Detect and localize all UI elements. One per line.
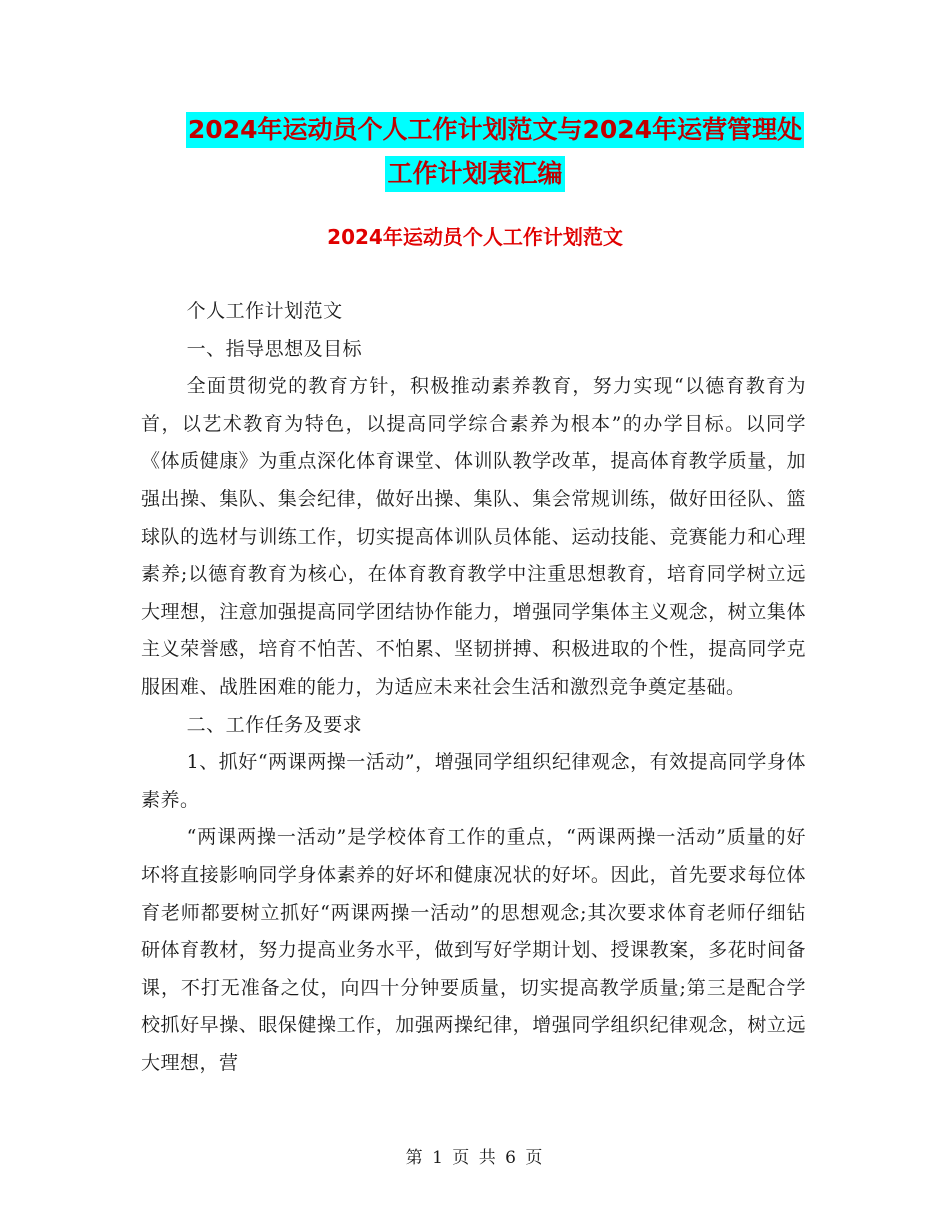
paragraph: 二、工作任务及要求: [186, 713, 363, 736]
section-heading: 2024年运动员个人工作计划范文: [327, 225, 623, 249]
paragraph: 一、指导思想及目标: [186, 337, 363, 360]
paragraph: 个人工作计划范文: [186, 300, 343, 322]
title-line-1: 2024年运动员个人工作计划范文与2024年运营管理处: [186, 112, 804, 148]
title-line-2: 工作计划表汇编: [385, 156, 564, 192]
paragraph: 1、抓好“两课两操一活动”，增强同学组织纪律观念，有效提高同学身体素养。: [141, 751, 806, 811]
document-title: [0, 112, 950, 192]
document-body: [141, 293, 806, 1082]
paragraph: 全面贯彻党的教育方针，积极推动素养教育，努力实现“以德育教育为首，以艺术教育为特色，以提高同学综合素养为根本”的办学目标。以同学《体质健康》为重点深化体育课堂、体训队教学改革，提高体育教学质量，加强出操、集队、集会纪律，做好出操、集队、集会常规训练，做好田径队、篮球队的选材与训练工作，切实提高体训队员体能、运动技能、竞赛能力和心理素养;以德育教育为核心，在体育教育教学中注重思想教育，培育同学树立远大理想，注意加强提高同学团结协作能力，增强同学集体主义观念，树立集体主义荣誉感，培育不怕苦、不怕累、坚韧拼搏、积极进取的个性，提高同学克服困难、战胜困难的能力，为适应未来社会生活和激烈竞争奠定基础。: [141, 375, 806, 698]
page-number-footer: 第 1 页 共 6 页: [405, 1148, 545, 1168]
paragraph: “两课两操一活动”是学校体育工作的重点，“两课两操一活动”质量的好坏将直接影响同学身体素养的好坏和健康况状的好坏。因此，首先要求每位体育老师都要树立抓好“两课两操一活动”的思想观念;其次要求体育老师仔细钻研体育教材，努力提高业务水平，做到写好学期计划、授课教案，多花时间备课，不打无准备之仗，向四十分钟要质量，切实提高教学质量;第三是配合学校抓好早操、眼保健操工作，加强两操纪律，增强同学组织纪律观念，树立远大理想，营: [141, 826, 806, 1074]
